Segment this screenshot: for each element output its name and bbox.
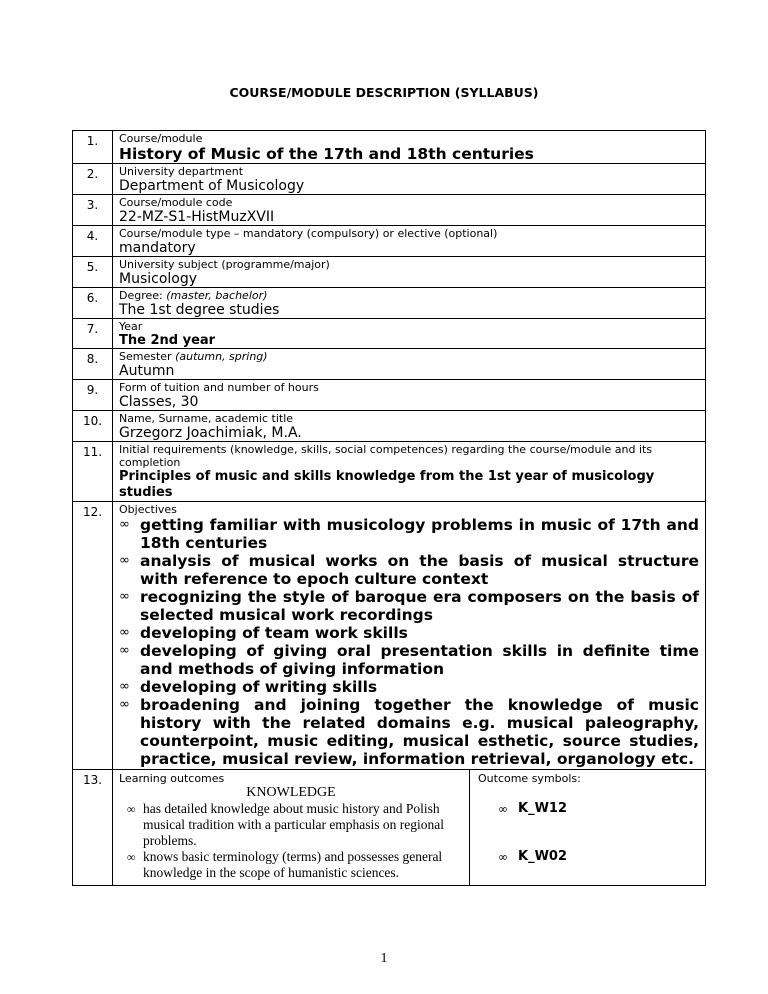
row-value: Grzegorz Joachimiak, M.A. [119,425,302,441]
symbols-header: Outcome symbols: [478,772,581,785]
row-label: University department [119,165,244,178]
row-content [113,226,706,257]
row-label: Form of tuition and number of hours [119,381,319,394]
row-label: Course/module type – mandatory (compulsory) or elective (optional) [119,227,498,240]
table-row [73,380,706,411]
row-value: The 1st degree studies [119,302,280,318]
table-row [73,502,706,770]
label-hint: (autumn, spring) [175,350,268,363]
row-label [119,349,699,363]
row-content [113,131,706,164]
row-number: 6. [73,288,113,319]
label-text: Semester [119,350,172,363]
row-label: Learning outcomes [119,772,225,785]
table-row [73,349,706,380]
row-number: 8. [73,349,113,380]
list-item [119,642,699,678]
symbols-column [470,770,705,885]
row-label: Name, Surname, academic title [119,412,294,425]
list-item [119,516,699,552]
row-number: 1. [73,131,113,164]
row-content [113,442,706,502]
row-value: Autumn [119,363,175,379]
bullet-icon: ∞ [119,643,130,658]
list-item [119,624,699,642]
outcomes-list [119,801,463,881]
objectives-list [119,516,699,769]
row-value: Musicology [119,271,198,287]
symbol-text: K_W02 [518,849,568,864]
row-content [113,502,706,770]
row-content [113,195,706,226]
outcome-symbol [478,801,699,817]
table-row [73,442,706,502]
row-number: 9. [73,380,113,411]
bullet-icon: ∞ [498,850,508,864]
table-row [73,411,706,442]
objective-text: analysis of musical works on the basis of musical structure with reference to epoch culture context [140,552,699,588]
list-item [119,678,699,696]
table-row [73,770,706,886]
label-text: Degree: [119,289,163,302]
row-number: 3. [73,195,113,226]
row-value: 22-MZ-S1-HistMuzXVII [119,209,275,225]
objective-text: developing of team work skills [140,624,408,642]
row-content [113,349,706,380]
table-row [73,195,706,226]
bullet-icon: ∞ [498,802,508,816]
row-value: History of Music of the 17th and 18th centuries [119,145,534,163]
row-value: Classes, 30 [119,394,199,410]
row-label [119,288,699,302]
objective-text: developing of writing skills [140,678,378,696]
bullet-icon: ∞ [119,625,130,640]
objective-text: broadening and joining together the knowledge of music history with the related domains e.g. musical paleography, counterpoint, music editing, musical esthetic, source studies, practice, musical review, information retrieval, organology etc. [140,696,699,768]
symbol-text: K_W12 [518,801,568,816]
row-content [113,411,706,442]
list-item [119,801,463,849]
table-row [73,164,706,195]
row-value: The 2nd year [119,333,216,348]
row-number: 13. [73,770,113,886]
row-label: Course/module code [119,196,233,209]
row-content [113,319,706,349]
outcomes-column [113,770,470,885]
row-content [113,288,706,319]
outcome-symbol [478,849,699,865]
page-number: 1 [380,951,388,966]
learning-outcomes-cell [113,770,706,886]
row-number: 7. [73,319,113,349]
row-label: Initial requirements (knowledge, skills, social competences) regarding the course/module and its completion [119,443,653,469]
row-content [113,380,706,411]
list-item [119,696,699,768]
row-number: 12. [73,502,113,770]
bullet-icon: ∞ [127,802,136,816]
objective-text: recognizing the style of baroque era composers on the basis of selected musical work recordings [140,588,699,624]
row-number: 11. [73,442,113,502]
row-label: University subject (programme/major) [119,258,330,271]
list-item [119,849,463,881]
row-label: Course/module [119,132,203,145]
syllabus-table [72,130,706,886]
row-number: 5. [73,257,113,288]
objective-text: getting familiar with musicology problems in music of 17th and 18th centuries [140,516,699,552]
bullet-icon: ∞ [127,850,136,864]
bullet-icon: ∞ [119,589,130,604]
row-value: Principles of music and skills knowledge from the 1st year of musicology studies [119,469,655,500]
table-row [73,319,706,349]
row-value: mandatory [119,240,196,256]
table-row [73,226,706,257]
row-value: Department of Musicology [119,178,305,194]
outcome-text: knows basic terminology (terms) and possesses general knowledge in the scope of humanistic sciences. [143,849,443,880]
row-number: 4. [73,226,113,257]
table-row [73,257,706,288]
row-content [113,164,706,195]
objective-text: developing of giving oral presentation skills in definite time and methods of giving information [140,642,699,678]
document-title: COURSE/MODULE DESCRIPTION (SYLLABUS) [229,85,539,100]
row-content [113,257,706,288]
list-item [119,552,699,588]
row-label: Objectives [119,503,177,516]
bullet-icon: ∞ [119,517,130,532]
bullet-icon: ∞ [119,697,130,712]
list-item [119,588,699,624]
table-row [73,131,706,164]
bullet-icon: ∞ [119,553,130,568]
label-hint: (master, bachelor) [166,289,268,302]
row-label: Year [119,320,143,333]
bullet-icon: ∞ [119,679,130,694]
outcome-text: has detailed knowledge about music history and Polish musical tradition with a particular emphasis on regional problems. [143,801,445,848]
row-number: 2. [73,164,113,195]
outcome-category: KNOWLEDGE [246,785,336,800]
table-row [73,288,706,319]
row-number: 10. [73,411,113,442]
